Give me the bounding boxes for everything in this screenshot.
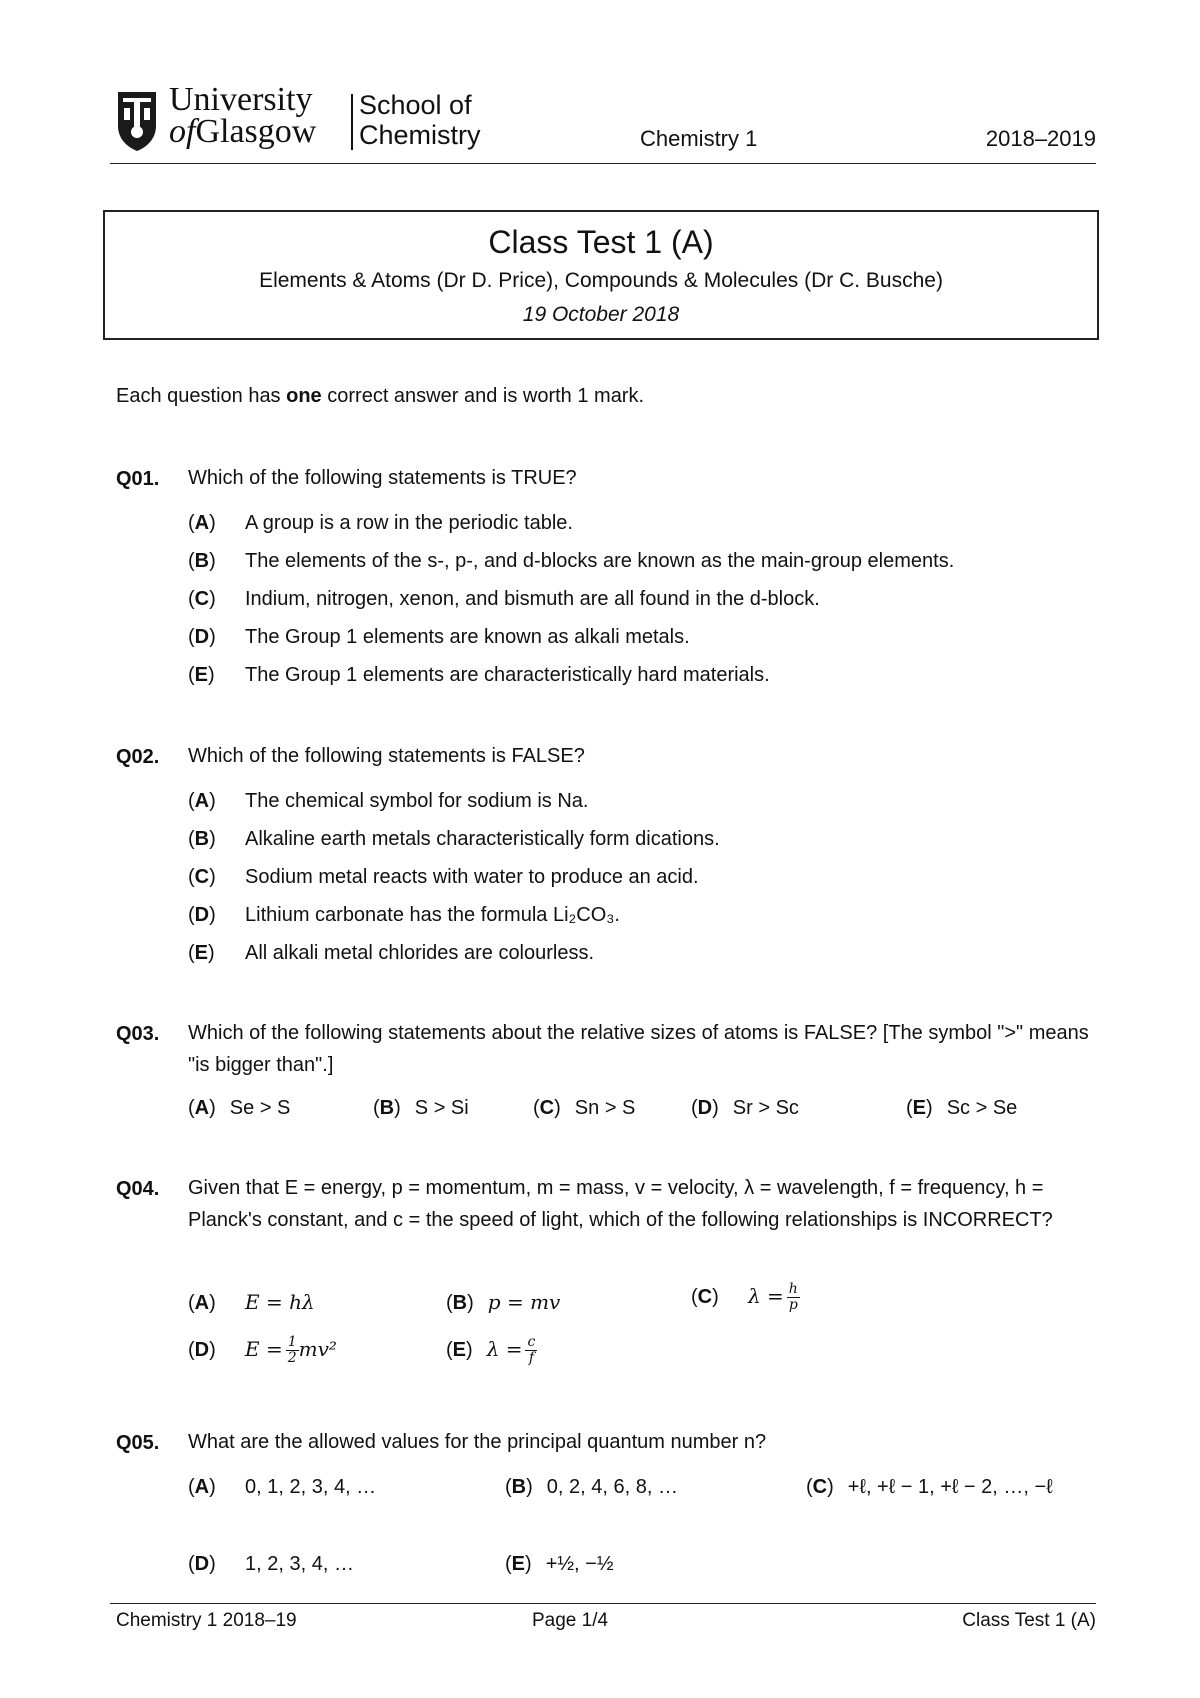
footer-left: Chemistry 1 2018–19 [116,1610,297,1631]
option-q01-b: (B) The elements of the s-, p-, and d-blocks are known as the main-group elements. [188,550,955,572]
option-q04-a: (A) E = hλ [188,1290,315,1314]
option-q01-c: (C) Indium, nitrogen, xenon, and bismuth are all found in the d-block. [188,588,820,610]
logo-university-text: University [169,81,313,118]
question-number: Q05. [116,1432,160,1454]
logo-school-line1: School of [359,90,472,120]
option-q02-d: (D) Lithium carbonate has the formula Li₂CO₃. [188,904,620,926]
header-course: Chemistry 1 [640,126,758,151]
option-q02-e: (E) All alkali metal chlorides are colourless. [188,942,595,964]
fraction-one-half: $\frac{1}{2}$ [287,1334,297,1366]
option-q01-e: (E) The Group 1 elements are characteristically hard materials. [188,664,770,686]
option-q04-b: (B) p = mv [446,1290,561,1314]
option-q05-b: (B) 0, 2, 4, 6, 8, … [505,1476,678,1498]
question-text: Which of the following statements about the relative sizes of atoms is FALSE? [The symbol ">" means "is bigger than".] [188,1022,1089,1076]
question-text: Given that E = energy, p = momentum, m = mass, v = velocity, λ = wavelength, f = frequency, h = Planck's constant, and c = the speed of light, which of the following relationships is INCORRECT? [188,1177,1053,1231]
option-q05-e: (E) +½, −½ [505,1553,614,1575]
footer-page-number: Page 1/4 [532,1610,609,1631]
test-title: Class Test 1 (A) [488,224,714,260]
question-number: Q04. [116,1178,160,1200]
header-divider [110,163,1096,164]
option-q03-e: (E) Sc > Se [906,1097,1018,1119]
footer-right: Class Test 1 (A) [962,1610,1096,1631]
university-crest-icon [115,88,159,152]
option-q02-b: (B) Alkaline earth metals characteristically form dications. [188,828,720,850]
logo-school-line2: Chemistry [359,120,481,150]
option-q05-a: (A) 0, 1, 2, 3, 4, … [188,1476,377,1498]
university-logo [115,81,495,158]
option-q05-c: (C) +ℓ, +ℓ − 1, +ℓ − 2, …, −ℓ [806,1476,1053,1498]
logo-glasgow-text: ofGlasgow [169,113,317,150]
option-q03-b: (B) S > Si [373,1097,469,1119]
option-q01-d: (D) The Group 1 elements are known as alkali metals. [188,626,690,648]
question-text: Which of the following statements is FALSE? [188,745,585,767]
question-text: What are the allowed values for the principal quantum number n? [188,1431,767,1453]
option-q04-d: (D) E = $\frac{1}{2}$ mv² [188,1334,337,1366]
test-date: 19 October 2018 [522,303,680,326]
logo-divider [351,94,353,150]
option-q03-d: (D) Sr > Sc [691,1097,799,1119]
option-q04-c: (C) λ = $\frac{h}{p}$ [691,1281,798,1313]
question-number: Q01. [116,468,160,490]
option-q02-c: (C) Sodium metal reacts with water to produce an acid. [188,866,699,888]
question-number: Q03. [116,1023,160,1045]
option-q03-c: (C) Sn > S [533,1097,636,1119]
question-number: Q02. [116,746,160,768]
instructions: Each question has one correct answer and is worth 1 mark. [116,385,645,407]
option-q05-d: (D) 1, 2, 3, 4, … [188,1553,354,1575]
question-text: Which of the following statements is TRUE? [188,467,577,489]
option-q03-a: (A) Se > S [188,1097,291,1119]
test-subtitle: Elements & Atoms (Dr D. Price), Compounds & Molecules (Dr C. Busche) [259,269,943,292]
option-q04-e: (E) λ = $\frac{c}{f}$ [446,1334,536,1366]
fraction-h-over-p: $\frac{h}{p}$ [788,1281,798,1313]
title-box [103,210,1099,340]
header-year: 2018–2019 [985,126,1096,151]
option-q02-a: (A) The chemical symbol for sodium is Na. [188,790,589,812]
fraction-c-over-f: $\frac{c}{f}$ [527,1334,536,1366]
option-q01-a: (A) A group is a row in the periodic table. [188,512,573,534]
footer-divider [110,1603,1096,1604]
